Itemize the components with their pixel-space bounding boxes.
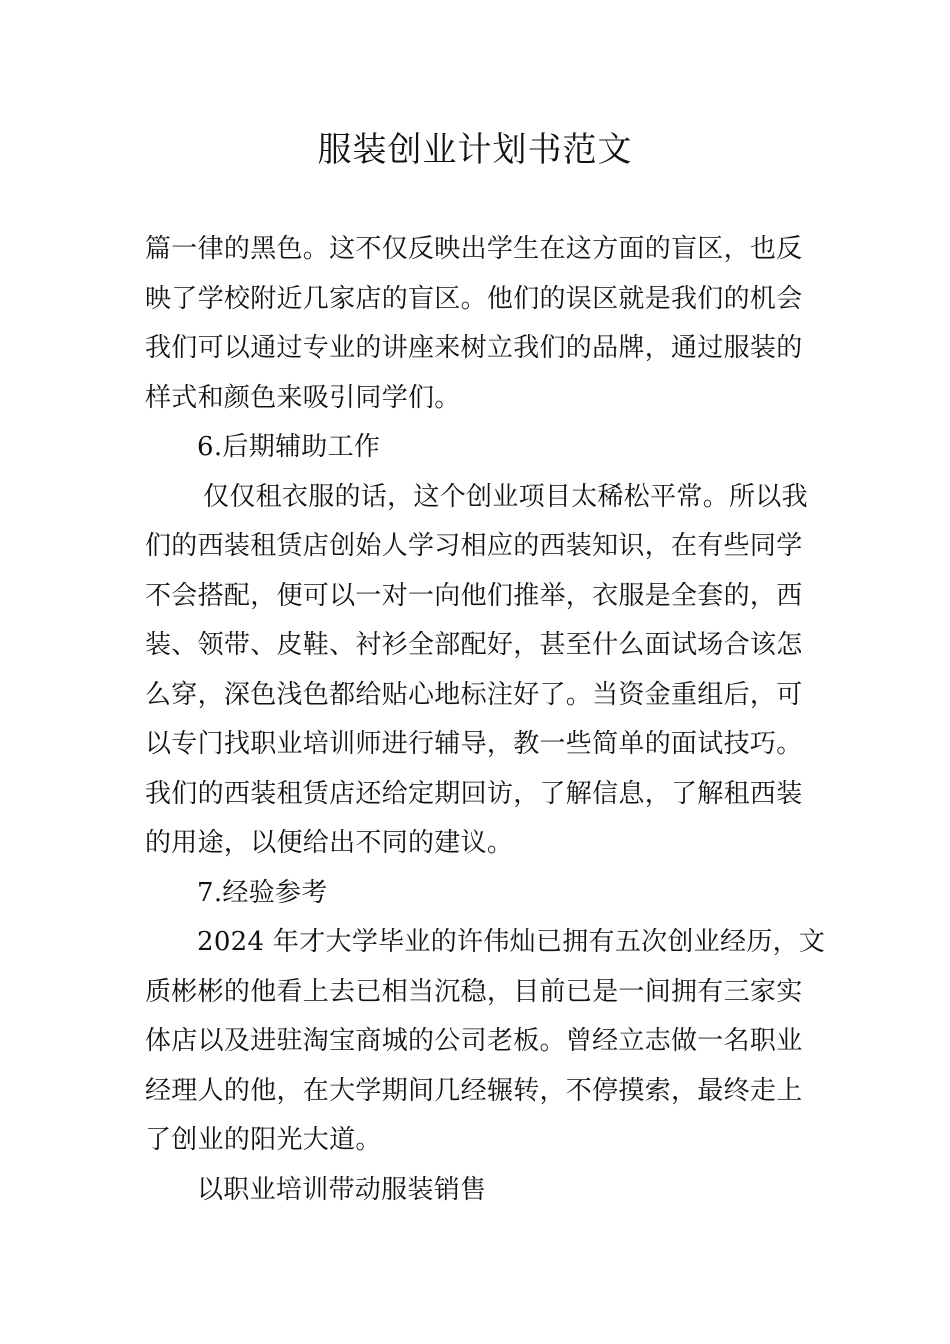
text-line: 装、领带、皮鞋、衬衫全部配好，甚至什么面试场合该怎	[145, 630, 803, 660]
text-line: 我们的西装租赁店还给定期回访，了解信息，了解租西装	[145, 778, 803, 809]
text-line: 映了学校附近几家店的盲区。他们的误区就是我们的机会	[145, 283, 803, 314]
text-line: 体店以及进驻淘宝商城的公司老板。曾经立志做一名职业	[145, 1026, 803, 1056]
text-line: 不会搭配，便可以一对一向他们推举，衣服是全套的，西	[145, 580, 803, 611]
text-line: 样式和颜色来吸引同学们。	[145, 382, 461, 413]
text-line: 们的西装租赁店创始人学习相应的西装知识，在有些同学	[145, 531, 803, 561]
text-line: 2024 年才大学毕业的许伟灿已拥有五次创业经历，文	[197, 927, 826, 957]
text-line: 了创业的阳光大道。	[145, 1125, 382, 1155]
text-line: 我们可以通过专业的讲座来树立我们的品牌，通过服装的	[145, 333, 803, 363]
text-line: 经理人的他，在大学期间几经辗转，不停摸索，最终走上	[145, 1075, 803, 1106]
section-heading: 6.后期辅助工作	[197, 432, 381, 462]
text-line: 仅仅租衣服的话，这个创业项目太稀松平常。所以我	[203, 481, 808, 512]
document-title: 服装创业计划书范文	[317, 130, 633, 170]
text-line: 篇一律的黑色。这不仅反映出学生在这方面的盲区，也反	[145, 234, 803, 264]
text-line: 么穿，深色浅色都给贴心地标注好了。当资金重组后，可	[145, 679, 803, 710]
text-line: 以专门找职业培训师进行辅导，教一些简单的面试技巧。	[145, 729, 803, 759]
section-heading: 以职业培训带动服装销售	[197, 1174, 487, 1205]
text-line: 的用途，以便给出不同的建议。	[145, 828, 514, 858]
section-heading: 7.经验参考	[197, 877, 328, 908]
document-body	[145, 225, 826, 1215]
text-line: 质彬彬的他看上去已相当沉稳，目前已是一间拥有三家实	[145, 976, 803, 1007]
